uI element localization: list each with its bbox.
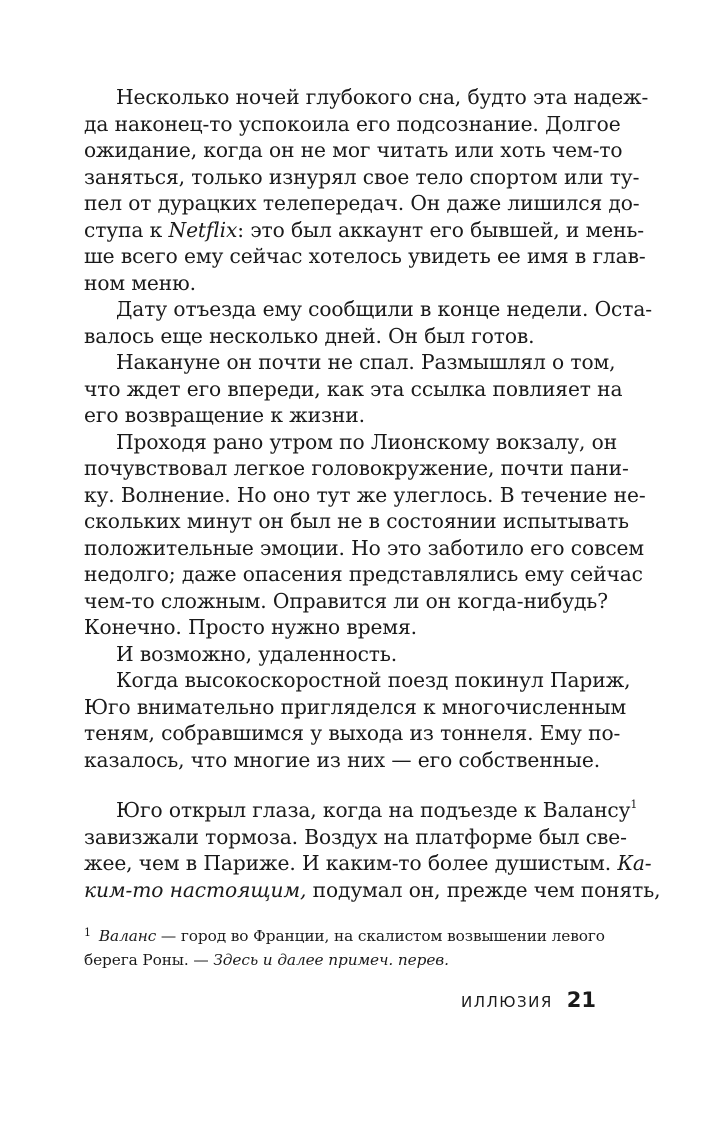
text-line: почувствовал легкое головокружение, почти пани- <box>84 456 629 480</box>
text-line: Юго внимательно пригляделся к многочисленным <box>84 694 627 719</box>
text-line: валось еще несколько дней. Он был готов. <box>84 323 535 348</box>
footnote-number: 1 <box>84 926 91 939</box>
text-line: казалось, что многие из них — его собственные. <box>84 747 601 772</box>
text-line: теням, собравшимся у выхода из тоннеля. Ему по- <box>84 721 621 745</box>
footnote-text: берега Роны. — <box>84 951 214 969</box>
page-number: 21 <box>566 988 596 1012</box>
footnote-line <box>84 949 600 971</box>
main-text-block <box>84 84 652 773</box>
text-line: Несколько ночей глубокого сна, будто эта надеж- <box>116 85 649 109</box>
running-title: ИЛЛЮЗИЯ <box>461 993 553 1011</box>
text-line <box>84 217 645 244</box>
text-line: Когда высокоскоростной поезд покинул Париж, <box>116 668 631 692</box>
text-line: Дату отъезда ему сообщили в конце недели. Оста- <box>116 297 652 321</box>
text-line: завизжали тормоза. Воздух на платформе был све- <box>84 824 627 849</box>
text-fragment: Юго открыл глаза, когда на подъезде к Валансу <box>116 798 631 822</box>
text-line: заняться, только изнурял свое тело спортом или ту- <box>84 164 640 189</box>
text-line: да наконец-то успокоила его подсознание. Долгое <box>84 111 621 136</box>
text-line: Проходя рано утром по Лионскому вокзалу, он <box>116 429 618 454</box>
text-line: недолго; даже опасения представлялись ему сейчас <box>84 562 643 586</box>
text-fragment: ступа к <box>84 217 169 242</box>
footnote-reference[interactable]: 1 <box>630 798 638 811</box>
text-line: что ждет его впереди, как эта ссылка повлияет на <box>84 376 623 401</box>
text-line: ном меню. <box>84 270 196 295</box>
text-line: Накануне он почти не спал. Размышлял о том, <box>116 350 616 374</box>
footnote-text: — город во Франции, на скалистом возвышении левого <box>156 927 605 945</box>
italic-fragment: Ка- <box>617 851 652 875</box>
footnote <box>84 925 605 971</box>
text-line: Конечно. Просто нужно время. <box>84 615 417 639</box>
footnote-note: Здесь и далее примеч. перев. <box>213 951 449 969</box>
footnote-line <box>84 925 605 949</box>
text-line <box>84 850 652 877</box>
text-line: ку. Волнение. Но оно тут же улеглось. В течение не- <box>84 482 646 507</box>
second-text-block <box>84 797 661 903</box>
text-line: его возвращение к жизни. <box>84 403 365 427</box>
text-line: скольких минут он был не в состоянии испытывать <box>84 509 629 533</box>
italic-brand-name: Netflix <box>168 217 238 242</box>
italic-fragment: ким-то настоящим, <box>84 877 307 902</box>
text-line: пел от дурацких телепередач. Он даже лишился до- <box>84 191 640 215</box>
footnote-term: Валанс <box>98 927 157 945</box>
text-line <box>84 797 638 824</box>
text-line <box>84 877 661 904</box>
text-line: И возможно, удаленность. <box>116 641 398 666</box>
running-footer <box>461 988 596 1012</box>
text-fragment: жее, чем в Париже. И каким-то более душистым. <box>84 851 618 875</box>
text-fragment: : это был аккаунт его бывшей, и мень- <box>237 217 645 242</box>
text-line: ше всего ему сейчас хотелось увидеть ее имя в глав- <box>84 244 646 268</box>
text-line: ожидание, когда он не мог читать или хоть чем-то <box>84 138 623 162</box>
text-line: положительные эмоции. Но это заботило его совсем <box>84 535 644 560</box>
text-line: чем-то сложным. Оправится ли он когда-нибудь? <box>84 588 608 613</box>
text-fragment: подумал он, прежде чем понять, <box>306 877 661 902</box>
